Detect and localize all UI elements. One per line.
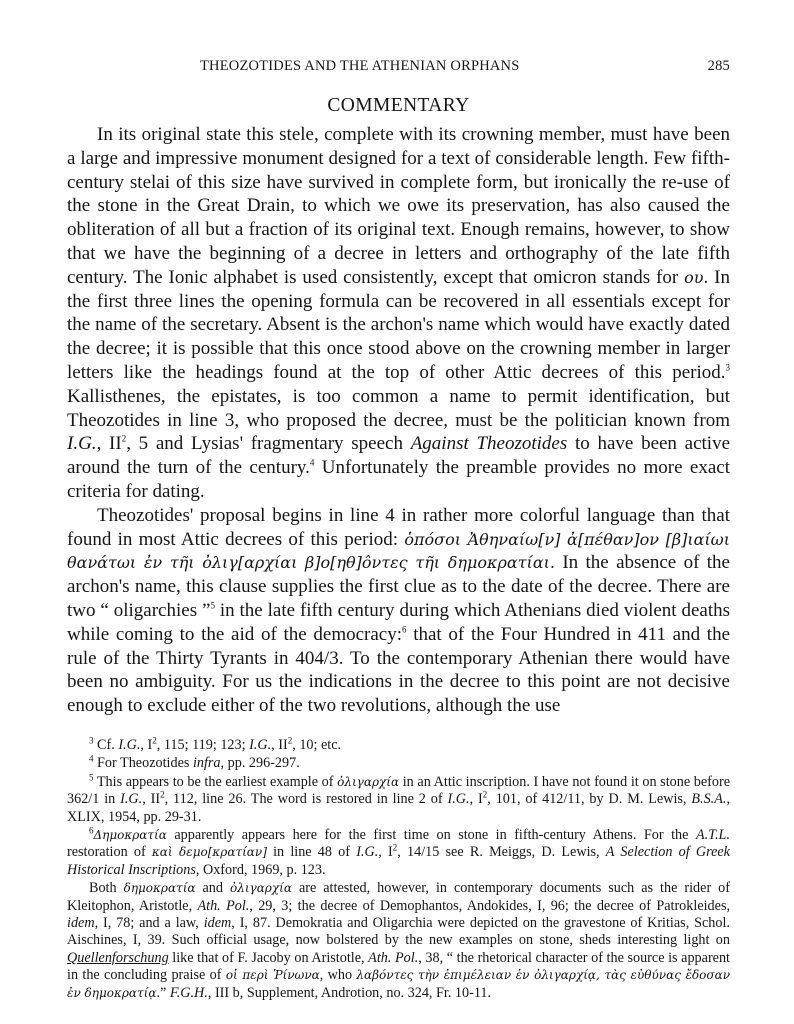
footnotes	[67, 737, 730, 1002]
greek-ou: ου	[684, 267, 704, 287]
footnote-6-continued: Both δημοκρατία and ὀλιγαρχία are attested, however, in contemporary documents such as the rider of Kleitophon, Aristotle, Ath. Pol., 29, 3; the decree of Demophantos, Andokides, I, 96; the decree of Patrokleides, idem, I, 78; and a law, idem, I, 87. Demokratia and Oligarchia were depicted on the gravestone of Kritias, Schol. Aischines, I, 39. Such official usage, now bolstered by the new examples on stone, sheds interesting light on Quellenforschung like that of F. Jacoby on Aristotle, Ath. Pol., 38, “ the rhetorical character of the source is apparent in the concluding praise of οἱ περὶ Ῥίνωνα, who λαβόντες τὴν ἐπιμέλειαν ἐν ὀλιγαρχίᾳ, τὰς εὐθύνας ἔδοσαν ἐν δημοκρατίᾳ.” F.G.H., III b, Supplement, Androtion, no. 324, Fr. 10-11.	[67, 880, 731, 1001]
paragraph-1: In its original state this stele, complete with its crowning member, must have been a large and impressive monument designed for a text of considerable length. Few fifth-century stelai of this size have survived in complete form, but ironically the re-use of the stone in the Great Drain, to which we owe its preservation, has also caused the obliteration of all but a fraction of its original text. Enough remains, however, to show that we have the beginning of a decree in letters and orthography of the late fifth century. The Ionic alphabet is used consistently, except that omicron stands for ου. In the first three lines the opening formula can be recovered in all essentials except for the name of the secretary. Absent is the archon's name which would have exactly dated the decree; it is possible that this once stood above on the crowning member in larger letters like the headings found at the top of other Attic decrees of this period.$^3$ Kallisthenes, the epistates, is too common a name to permit identification, but Theozotides in line 3, who proposed the decree, must be the politician known from I.G., $II^2$, 5 and Lysias' fragmentary speech Against Theozotides to have been active around the turn of the century.$^4$ Unfortunately the preamble provides no more exact criteria for dating.	[67, 124, 731, 502]
page	[67, 55, 730, 1003]
footnote-4: $^4$ For Theozotides infra, pp. 296-297.	[89, 753, 300, 772]
work-title: Against Theozotides	[410, 433, 568, 455]
footnote-ref-4: 4	[309, 457, 315, 468]
footnote-ref-3: 3	[725, 362, 730, 373]
greek-quotation: ὁπόσοι Ἀθηναίω[ν] ἀ[πέθαν]ον [β]ιαίωι θανάτωι ἐν τῆι ὀλιγ[αρχίαι β]ο[ηθ]ôντες τῆι δημοκρατίαι.	[67, 529, 730, 573]
running-title: THEOZOTIDES AND THE ATHENIAN ORPHANS	[200, 58, 520, 74]
section-title: COMMENTARY	[327, 95, 470, 116]
running-header	[67, 55, 730, 81]
footnote-ref-6: 6	[402, 624, 407, 635]
footnote-3: $^3$ Cf. I.G., $I^2$, 115; 119; 123; I.G., $II^2$, 10; etc.	[89, 735, 342, 753]
footnote-ref-5: 5	[210, 600, 215, 611]
footnote-5: $^5$ This appears to be the earliest example of ὀλιγαρχία in an Attic inscription. I have not found it on stone before 362/1 in I.G., $II^2$, 112, line 26. The word is restored in line 2 of I.G., $I^2$, 101, of 412/11, by D. M. Lewis, B.S.A., XLIX, 1954, pp. 29-31.	[67, 772, 730, 825]
footnote-6: $^6$Δημοκρατία apparently appears here for the first time on stone in fifth-century Athens. For the A.T.L. restoration of καὶ δεμο[κρατίαν] in line 48 of I.G., $I^2$, 14/15 see R. Meiggs, D. Lewis, A Selection of Greek Historical Inscriptions, Oxford, 1969, p. 123.	[67, 825, 730, 878]
body-text	[67, 123, 730, 718]
paragraph-2: Theozotides' proposal begins in line 4 in rather more colorful language than that found in most Attic decrees of this period: ὁπόσοι Ἀθηναίω[ν] ἀ[πέθαν]ον [β]ιαίωι θανάτωι ἐν τῆι ὀλιγ[αρχίαι β]ο[ηθ]ôντες τῆι δημοκρατίαι. In the absence of the archon's name, this clause supplies the first clue as to the date of the decree. There are two “ oligarchies ”$^5$ in the late fifth century during which Athenians died violent deaths while coming to the aid of the democracy:$^6$ that of the Four Hundred in 411 and the rule of the Thirty Tyrants in 404/3. To the contemporary Athenian there would have been no ambiguity. For us the indications in the decree to this point are not decisive enough to exclude either of the two revolutions, although the use	[67, 504, 731, 717]
page-number: 285	[707, 58, 730, 74]
